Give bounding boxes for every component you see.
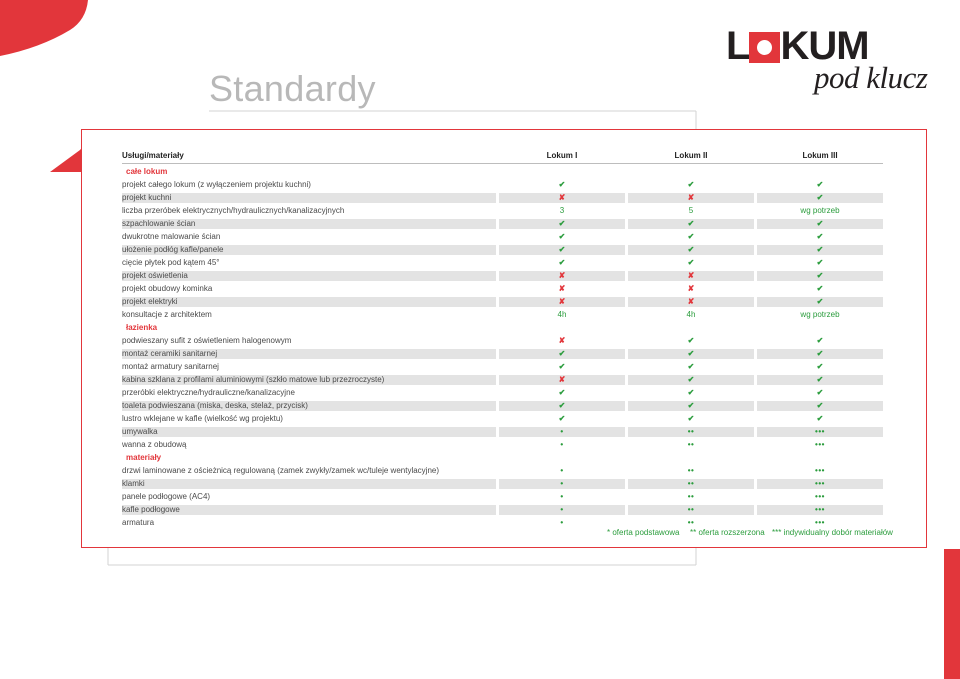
check-icon: ✔	[558, 414, 566, 423]
lokum-1-cell	[499, 479, 625, 489]
row-label: liczba przeróbek elektrycznych/hydraulicznych/kanalizacyjnych	[122, 206, 496, 216]
check-icon: ✔	[687, 349, 695, 358]
lokum-1-cell	[499, 375, 625, 385]
table-header-row	[122, 149, 883, 164]
check-icon: ✔	[816, 284, 824, 293]
header-lokum-2: Lokum II	[628, 149, 754, 164]
table-row	[122, 206, 883, 216]
row-label: projekt oświetlenia	[122, 271, 496, 281]
row-label: panele podłogowe (AC4)	[122, 492, 496, 502]
red-edge-bar	[944, 549, 960, 679]
offer-level-dots: ••	[687, 440, 695, 449]
table-row	[122, 440, 883, 450]
lokum-2-cell	[628, 518, 754, 528]
lokum-1-cell	[499, 388, 625, 398]
cell-value: 5	[688, 206, 694, 215]
row-label: lustro wklejane w kafle (wielkość wg projektu)	[122, 414, 496, 424]
table-row	[122, 427, 883, 437]
check-icon: ✔	[816, 414, 824, 423]
row-label: cięcie płytek pod kątem 45°	[122, 258, 496, 268]
cross-icon: ✘	[558, 271, 566, 280]
header-lokum-3: Lokum III	[757, 149, 883, 164]
check-icon: ✔	[687, 388, 695, 397]
lokum-3-cell	[757, 310, 883, 320]
cell-value: wg potrzeb	[800, 206, 840, 215]
table-row	[122, 258, 883, 268]
row-label: klamki	[122, 479, 496, 489]
cross-icon: ✘	[687, 193, 695, 202]
lokum-2-cell	[628, 362, 754, 372]
cross-icon: ✘	[558, 284, 566, 293]
cross-icon: ✘	[558, 375, 566, 384]
offer-level-dots: ••	[687, 427, 695, 436]
lokum-2-cell	[628, 440, 754, 450]
table-row	[122, 336, 883, 346]
lokum-2-cell	[628, 180, 754, 190]
lokum-2-cell	[628, 427, 754, 437]
row-label: projekt kuchni	[122, 193, 496, 203]
check-icon: ✔	[558, 362, 566, 371]
check-icon: ✔	[816, 388, 824, 397]
lokum-2-cell	[628, 388, 754, 398]
lokum-1-cell	[499, 297, 625, 307]
offer-level-dots: •••	[815, 518, 825, 527]
lokum-3-cell	[757, 401, 883, 411]
check-icon: ✔	[816, 297, 824, 306]
lokum-3-cell	[757, 193, 883, 203]
check-icon: ✔	[687, 180, 695, 189]
row-label: umywalka	[122, 427, 496, 437]
lokum-3-cell	[757, 388, 883, 398]
lokum-1-cell	[499, 336, 625, 346]
lokum-3-cell	[757, 271, 883, 281]
row-label: podwieszany sufit z oświetleniem halogenowym	[122, 336, 496, 346]
section-materialy	[122, 453, 883, 463]
check-icon: ✔	[816, 271, 824, 280]
offer-level-dots: •	[560, 466, 564, 475]
lokum-2-cell	[628, 245, 754, 255]
check-icon: ✔	[816, 193, 824, 202]
table-row	[122, 271, 883, 281]
cross-icon: ✘	[687, 284, 695, 293]
offer-level-dots: ••	[687, 492, 695, 501]
check-icon: ✔	[816, 401, 824, 410]
check-icon: ✔	[558, 232, 566, 241]
table-row	[122, 310, 883, 320]
lokum-1-cell	[499, 362, 625, 372]
lokum-3-cell	[757, 349, 883, 359]
table-row	[122, 388, 883, 398]
table-row	[122, 492, 883, 502]
row-label: ułożenie podłóg kafle/panele	[122, 245, 496, 255]
lokum-3-cell	[757, 232, 883, 242]
check-icon: ✔	[687, 414, 695, 423]
lokum-2-cell	[628, 375, 754, 385]
row-label: kabina szklana z profilami aluminiowymi (szkło matowe lub przezroczyste)	[122, 375, 496, 385]
lokum-1-cell	[499, 349, 625, 359]
lokum-1-cell	[499, 258, 625, 268]
lokum-2-cell	[628, 206, 754, 216]
offer-level-dots: •	[560, 479, 564, 488]
standards-table	[122, 146, 883, 531]
check-icon: ✔	[687, 258, 695, 267]
offer-level-dots: •	[560, 518, 564, 527]
lokum-2-cell	[628, 414, 754, 424]
row-label: konsultacje z architektem	[122, 310, 496, 320]
lokum-2-cell	[628, 258, 754, 268]
lokum-2-cell	[628, 479, 754, 489]
brand-logo	[726, 24, 936, 100]
lokum-3-cell	[757, 245, 883, 255]
offer-level-dots: •	[560, 492, 564, 501]
logo-o-icon	[749, 30, 780, 61]
check-icon: ✔	[558, 219, 566, 228]
table-row	[122, 193, 883, 203]
check-icon: ✔	[687, 375, 695, 384]
check-icon: ✔	[687, 219, 695, 228]
offer-level-dots: •••	[815, 505, 825, 514]
row-label: projekt całego lokum (z wyłączeniem projektu kuchni)	[122, 180, 496, 190]
check-icon: ✔	[816, 349, 824, 358]
check-icon: ✔	[816, 180, 824, 189]
table-row	[122, 180, 883, 190]
table-row	[122, 479, 883, 489]
check-icon: ✔	[687, 336, 695, 345]
page-title: Standardy	[209, 68, 376, 109]
lokum-1-cell	[499, 401, 625, 411]
lokum-2-cell	[628, 310, 754, 320]
offer-level-dots: ••	[687, 466, 695, 475]
cross-icon: ✘	[558, 336, 566, 345]
standards-panel	[81, 129, 927, 548]
check-icon: ✔	[816, 375, 824, 384]
lokum-2-cell	[628, 232, 754, 242]
lokum-1-cell	[499, 505, 625, 515]
offer-level-dots: •••	[815, 492, 825, 501]
table-row	[122, 466, 883, 476]
offer-level-dots: •	[560, 440, 564, 449]
table-row	[122, 518, 883, 528]
cell-value: wg potrzeb	[800, 310, 840, 319]
lokum-1-cell	[499, 180, 625, 190]
lokum-2-cell	[628, 466, 754, 476]
lokum-3-cell	[757, 479, 883, 489]
lokum-2-cell	[628, 492, 754, 502]
lokum-3-cell	[757, 219, 883, 229]
table-row	[122, 245, 883, 255]
cross-icon: ✘	[687, 271, 695, 280]
section-title: materiały	[126, 453, 162, 462]
section-cale-lokum	[122, 167, 883, 177]
check-icon: ✔	[816, 336, 824, 345]
offer-level-dots: ••	[687, 479, 695, 488]
header-lokum-1: Lokum I	[499, 149, 625, 164]
lokum-2-cell	[628, 401, 754, 411]
table-row	[122, 349, 883, 359]
lokum-3-cell	[757, 518, 883, 528]
table-row	[122, 232, 883, 242]
lokum-3-cell	[757, 336, 883, 346]
check-icon: ✔	[687, 232, 695, 241]
row-label: przeróbki elektryczne/hydrauliczne/kanalizacyjne	[122, 388, 496, 398]
check-icon: ✔	[816, 258, 824, 267]
check-icon: ✔	[816, 245, 824, 254]
lokum-3-cell	[757, 362, 883, 372]
table-row	[122, 362, 883, 372]
table-row	[122, 375, 883, 385]
lokum-3-cell	[757, 258, 883, 268]
lokum-1-cell	[499, 414, 625, 424]
lokum-3-cell	[757, 375, 883, 385]
lokum-3-cell	[757, 440, 883, 450]
row-label: kafle podłogowe	[122, 505, 496, 515]
lokum-1-cell	[499, 466, 625, 476]
offer-level-dots: ••	[687, 505, 695, 514]
lokum-2-cell	[628, 219, 754, 229]
check-icon: ✔	[558, 245, 566, 254]
legend-individual: *** indywidualny dobór materiałów	[772, 528, 893, 537]
section-lazienka	[122, 323, 883, 333]
lokum-2-cell	[628, 336, 754, 346]
lokum-1-cell	[499, 427, 625, 437]
lokum-2-cell	[628, 505, 754, 515]
lokum-1-cell	[499, 271, 625, 281]
section-title: łazienka	[126, 323, 158, 332]
row-label: dwukrotne malowanie ścian	[122, 232, 496, 242]
offer-level-dots: •••	[815, 440, 825, 449]
lokum-1-cell	[499, 232, 625, 242]
row-label: szpachlowanie ścian	[122, 219, 496, 229]
lokum-1-cell	[499, 518, 625, 528]
lokum-1-cell	[499, 440, 625, 450]
cell-value: 3	[559, 206, 565, 215]
row-label: montaż ceramiki sanitarnej	[122, 349, 496, 359]
table-row	[122, 414, 883, 424]
table-row	[122, 505, 883, 515]
cell-value: 4h	[686, 310, 696, 319]
check-icon: ✔	[558, 401, 566, 410]
cross-icon: ✘	[558, 297, 566, 306]
lokum-1-cell	[499, 245, 625, 255]
lokum-1-cell	[499, 284, 625, 294]
table-row	[122, 297, 883, 307]
check-icon: ✔	[816, 219, 824, 228]
offer-level-dots: ••	[687, 518, 695, 527]
lokum-1-cell	[499, 206, 625, 216]
offer-level-dots: •••	[815, 479, 825, 488]
offer-level-dots: •••	[815, 427, 825, 436]
row-label: montaż armatury sanitarnej	[122, 362, 496, 372]
row-label: toaleta podwieszana (miska, deska, stelaż, przycisk)	[122, 401, 496, 411]
lokum-2-cell	[628, 193, 754, 203]
table-row	[122, 401, 883, 411]
logo-subtitle: pod klucz	[814, 60, 928, 95]
lokum-3-cell	[757, 427, 883, 437]
lokum-1-cell	[499, 310, 625, 320]
lokum-1-cell	[499, 492, 625, 502]
offer-level-dots: •	[560, 427, 564, 436]
offer-level-dots: •	[560, 505, 564, 514]
lokum-2-cell	[628, 297, 754, 307]
check-icon: ✔	[687, 245, 695, 254]
check-icon: ✔	[816, 362, 824, 371]
check-icon: ✔	[558, 349, 566, 358]
cell-value: 4h	[557, 310, 567, 319]
legend-extended: ** oferta rozszerzona	[690, 528, 765, 537]
lokum-2-cell	[628, 284, 754, 294]
check-icon: ✔	[558, 388, 566, 397]
table-row	[122, 284, 883, 294]
header-services: Usługi/materiały	[122, 149, 496, 164]
section-title: całe lokum	[126, 167, 168, 176]
check-icon: ✔	[816, 232, 824, 241]
lokum-3-cell	[757, 505, 883, 515]
lokum-3-cell	[757, 492, 883, 502]
row-label: armatura	[122, 518, 496, 528]
table-row	[122, 219, 883, 229]
lokum-3-cell	[757, 466, 883, 476]
lokum-3-cell	[757, 297, 883, 307]
offer-level-dots: •••	[815, 466, 825, 475]
row-label: drzwi laminowane z ościeżnicą regulowaną (zamek zwykły/zamek wc/tuleje wentylacyjne)	[122, 466, 496, 476]
check-icon: ✔	[687, 362, 695, 371]
lokum-1-cell	[499, 193, 625, 203]
row-label: wanna z obudową	[122, 440, 496, 450]
lokum-3-cell	[757, 180, 883, 190]
lokum-1-cell	[499, 219, 625, 229]
lokum-2-cell	[628, 271, 754, 281]
lokum-3-cell	[757, 284, 883, 294]
row-label: projekt obudowy kominka	[122, 284, 496, 294]
check-icon: ✔	[687, 401, 695, 410]
cross-icon: ✘	[687, 297, 695, 306]
check-icon: ✔	[558, 258, 566, 267]
check-icon: ✔	[558, 180, 566, 189]
row-label: projekt elektryki	[122, 297, 496, 307]
cross-icon: ✘	[558, 193, 566, 202]
logo-wordmark: L KUM	[726, 24, 869, 68]
table-body	[122, 167, 883, 528]
lokum-3-cell	[757, 206, 883, 216]
legend-basic: * oferta podstawowa	[607, 528, 680, 537]
lokum-2-cell	[628, 349, 754, 359]
lokum-3-cell	[757, 414, 883, 424]
